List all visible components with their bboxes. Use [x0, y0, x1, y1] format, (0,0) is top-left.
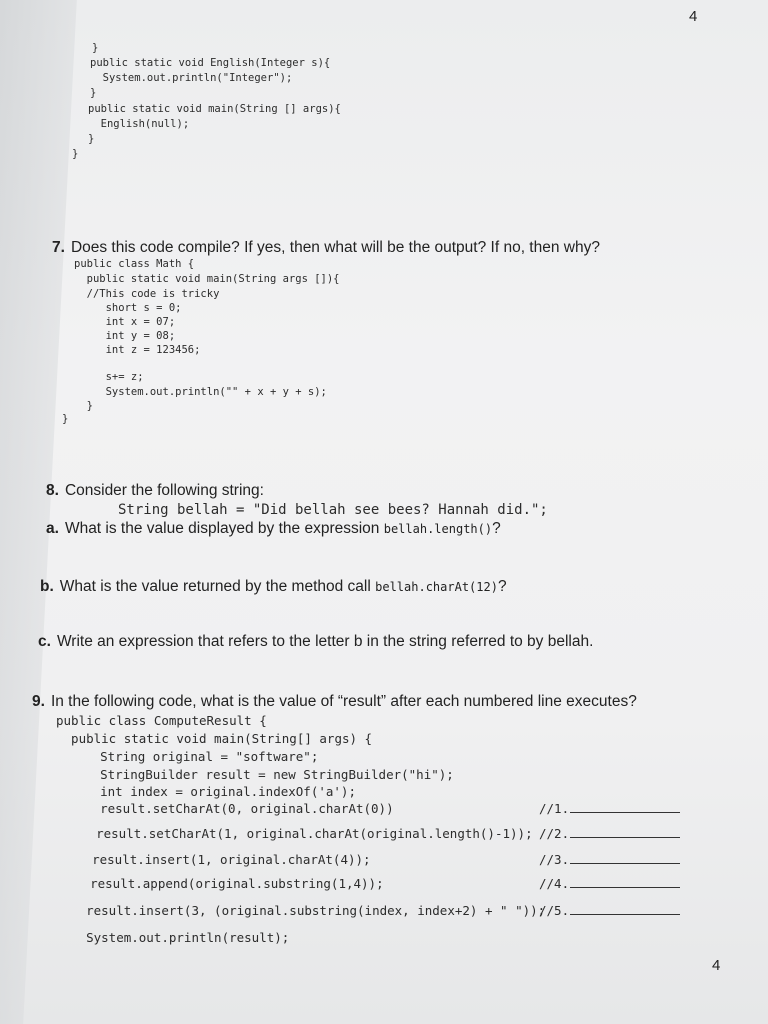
- code-line: int y = 08;: [74, 330, 176, 342]
- code-line: result.setCharAt(0, original.charAt(0)): [70, 801, 394, 816]
- question-8a: [46, 520, 501, 538]
- part-label: a.: [46, 520, 59, 537]
- marker-label: //3.: [539, 852, 570, 867]
- code-line: result.setCharAt(1, original.charAt(original.length()-1));: [66, 826, 533, 841]
- code-line: }: [74, 400, 93, 412]
- string-declaration: String bellah = "Did bellah see bees? Hannah did.";: [118, 502, 548, 518]
- code-line: public class Math {: [74, 258, 195, 270]
- part-text: Write an expression that refers to the letter b in the string referred to by bellah.: [56, 633, 594, 650]
- answer-blank[interactable]: [570, 904, 680, 915]
- marker-label: //1.: [539, 801, 570, 816]
- code-line: s+= z;: [74, 371, 144, 383]
- code-line: public static void main(String [] args){: [88, 103, 341, 115]
- part-label: b.: [40, 578, 54, 595]
- question-number: 7.: [52, 239, 65, 256]
- answer-blank[interactable]: [570, 853, 680, 864]
- answer-blank[interactable]: [570, 802, 680, 813]
- part-label: c.: [38, 633, 51, 650]
- part-text: What is the value returned by the method call: [59, 578, 376, 595]
- code-line: result.insert(1, original.charAt(4));: [62, 852, 371, 867]
- answer-marker-5: [539, 903, 680, 918]
- code-line: public static void English(Integer s){: [90, 57, 331, 69]
- code-line: int x = 07;: [74, 316, 176, 328]
- question-9-prompt: [32, 693, 637, 711]
- code-line: StringBuilder result = new StringBuilder("hi");: [70, 767, 454, 782]
- punctuation: ?: [492, 520, 501, 537]
- answer-marker-3: [539, 852, 680, 867]
- question-text: In the following code, what is the value of “result” after each numbered line executes?: [50, 693, 637, 710]
- code-line: }: [62, 413, 69, 425]
- code-line: int z = 123456;: [74, 344, 201, 356]
- code-line: result.insert(3, (original.substring(index, index+2) + " "));: [56, 903, 546, 918]
- question-text: Does this code compile? If yes, then what will be the output? If no, then why?: [70, 239, 600, 256]
- code-line: }: [92, 42, 99, 54]
- answer-marker-4: [539, 876, 680, 891]
- page-number-bottom: 4: [712, 957, 721, 974]
- code-line: String original = "software";: [70, 749, 319, 764]
- code-line: }: [90, 87, 97, 99]
- part-text: What is the value displayed by the expression: [64, 520, 384, 537]
- code-line: int index = original.indexOf('a');: [70, 784, 356, 799]
- code-line: English(null);: [88, 118, 190, 130]
- code-line: public static void main(String args []){: [74, 273, 340, 285]
- answer-blank[interactable]: [570, 827, 680, 838]
- code-line: public class ComputeResult {: [56, 713, 267, 728]
- answer-marker-1: [539, 801, 680, 816]
- page-number-top: 4: [689, 8, 698, 25]
- code-line: public static void main(String[] args) {: [56, 731, 373, 746]
- question-7-prompt: [52, 239, 600, 257]
- inline-code: bellah.length(): [383, 522, 493, 536]
- answer-marker-2: [539, 826, 680, 841]
- question-text: Consider the following string:: [64, 482, 264, 499]
- code-line: //This code is tricky: [74, 288, 220, 300]
- marker-label: //4.: [539, 876, 570, 891]
- code-line: short s = 0;: [74, 302, 182, 314]
- question-number: 9.: [32, 693, 45, 710]
- code-line: System.out.println("Integer");: [90, 72, 293, 84]
- question-8-prompt: [46, 482, 264, 500]
- answer-blank[interactable]: [570, 877, 680, 888]
- code-line: }: [88, 133, 95, 145]
- question-number: 8.: [46, 482, 59, 499]
- punctuation: ?: [497, 578, 507, 595]
- code-line: System.out.println(result);: [56, 930, 290, 945]
- question-8c: [38, 633, 593, 651]
- code-line: System.out.println("" + x + y + s);: [74, 386, 327, 398]
- code-line: }: [72, 148, 79, 160]
- code-line: result.append(original.substring(1,4));: [60, 876, 384, 891]
- question-8b: [40, 578, 507, 596]
- inline-code: bellah.charAt(12): [375, 580, 498, 594]
- marker-label: //2.: [539, 826, 570, 841]
- marker-label: //5.: [539, 903, 570, 918]
